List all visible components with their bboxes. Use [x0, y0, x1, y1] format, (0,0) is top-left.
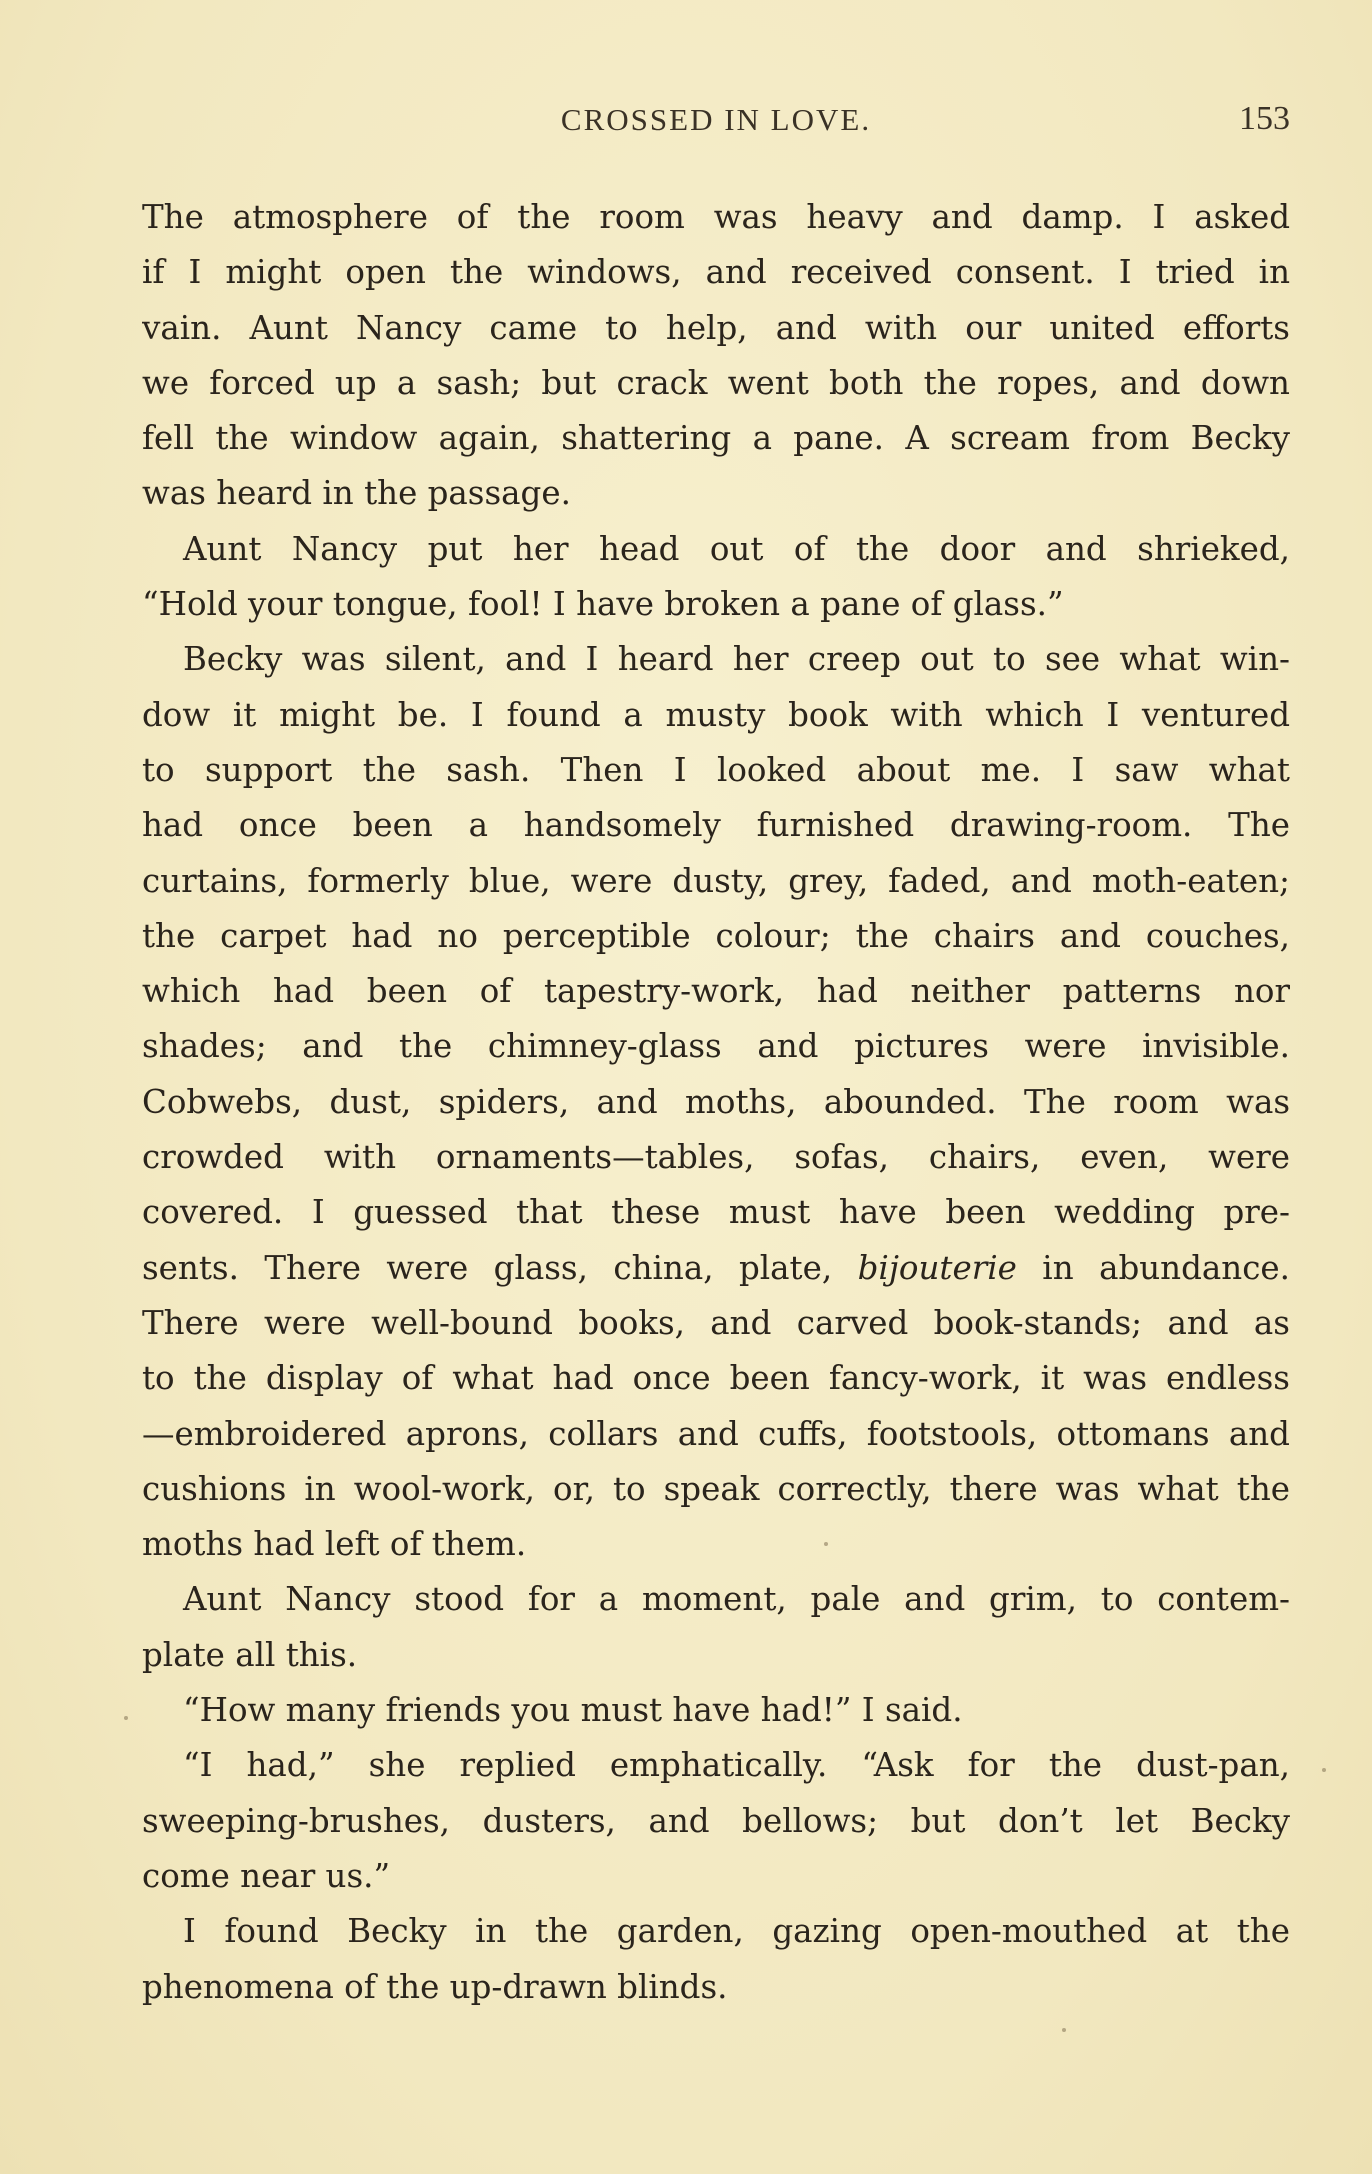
text-line: fell the window again, shattering a pane. A scream from Becky [142, 419, 1290, 458]
text-line: had once been a handsomely furnished drawing-room. The [142, 806, 1290, 845]
running-head [142, 102, 1290, 142]
paper-speck [824, 1542, 828, 1546]
page-number: 153 [1239, 100, 1290, 137]
text-line: moths had left of them. [142, 1525, 527, 1564]
paper-speck [1062, 2028, 1066, 2032]
text-line: Cobwebs, dust, spiders, and moths, abounded. The room was [142, 1082, 1290, 1121]
text-line: to support the sash. Then I looked about me. I saw what [142, 750, 1290, 789]
text-line: if I might open the windows, and received consent. I tried in [142, 253, 1290, 292]
text-line: There were well-bound books, and carved book-stands; and as [142, 1303, 1290, 1342]
text-line: shades; and the chimney-glass and pictures were invisible. [142, 1027, 1290, 1066]
text-line: covered. I guessed that these must have been wedding pre- [142, 1193, 1290, 1232]
text-line: we forced up a sash; but crack went both the ropes, and down [142, 363, 1290, 402]
text-line: which had been of tapestry-work, had neither patterns nor [142, 972, 1290, 1011]
text-line: I found Becky in the garden, gazing open-mouthed at the [183, 1912, 1290, 1951]
text-line: was heard in the passage. [142, 474, 571, 513]
text-line: —embroidered aprons, collars and cuffs, footstools, ottomans and [142, 1414, 1290, 1453]
text-line: “How many friends you must have had!” I said. [183, 1691, 963, 1730]
body-text [142, 190, 1290, 2015]
text-segment: in abundance. [1016, 1248, 1290, 1287]
text-line [142, 1241, 1290, 1296]
text-line: The atmosphere of the room was heavy and damp. I asked [142, 198, 1290, 236]
text-line: the carpet had no perceptible colour; the chairs and couches, [142, 916, 1290, 955]
text-line: come near us.” [142, 1856, 391, 1895]
text-line: to the display of what had once been fancy-work, it was endless [142, 1359, 1290, 1398]
text-line: vain. Aunt Nancy came to help, and with our united efforts [142, 308, 1290, 347]
text-line: sweeping-brushes, dusters, and bellows; but don’t let Becky [142, 1801, 1290, 1840]
text-line: Aunt Nancy put her head out of the door and shrieked, [183, 529, 1290, 568]
text-line: crowded with ornaments—tables, sofas, chairs, even, were [142, 1138, 1290, 1177]
paper-speck [1322, 1768, 1326, 1772]
text-line: phenomena of the up-drawn blinds. [142, 1967, 728, 2006]
running-title: CROSSED IN LOVE. [560, 102, 872, 137]
text-line: cushions in wool-work, or, to speak correctly, there was what the [142, 1469, 1290, 1508]
text-line: Aunt Nancy stood for a moment, pale and grim, to contem- [183, 1580, 1290, 1619]
text-line: Becky was silent, and I heard her creep out to see what win- [183, 640, 1290, 679]
paper-speck [124, 1716, 128, 1720]
text-segment: sents. There were glass, china, plate, [142, 1248, 858, 1287]
text-line: “Hold your tongue, fool! I have broken a pane of glass.” [142, 585, 1064, 624]
text-line: curtains, formerly blue, were dusty, grey, faded, and moth-eaten; [142, 861, 1290, 900]
italic-word: bijouterie [857, 1248, 1017, 1287]
text-line: dow it might be. I found a musty book with which I ventured [142, 695, 1290, 734]
text-line: “I had,” she replied emphatically. “Ask for the dust-pan, [183, 1746, 1290, 1785]
text-line: plate all this. [142, 1635, 358, 1674]
